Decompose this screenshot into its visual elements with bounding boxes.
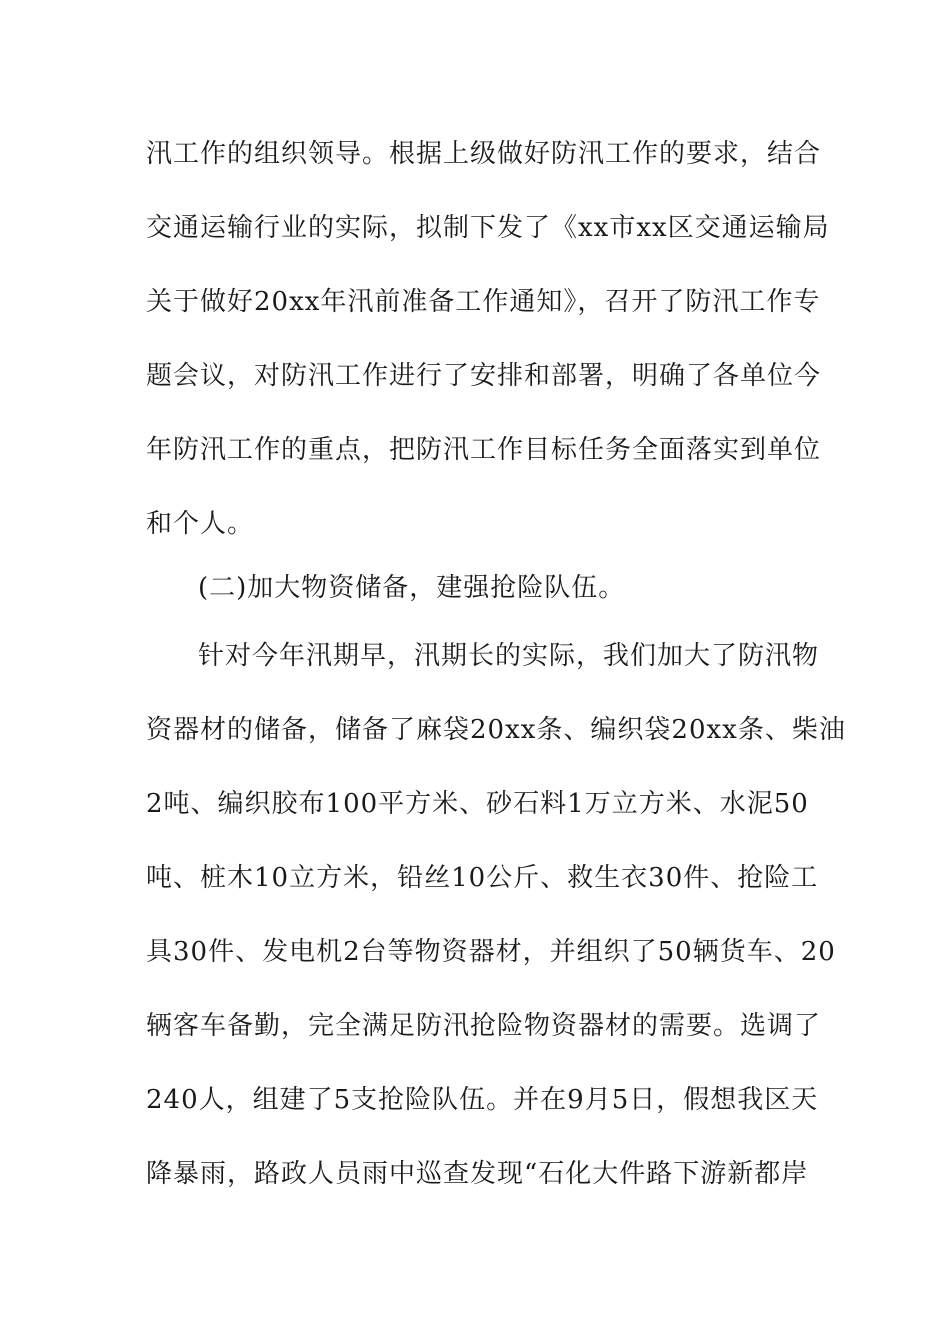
paragraph-line: 交通运输行业的实际，拟制下发了《xx市xx区交通运输局: [146, 213, 830, 243]
paragraph-line: 240人，组建了5支抢险队伍。并在9月5日，假想我区天: [146, 1085, 819, 1115]
paragraph-line: 吨、桩木10立方米，铅丝10公斤、救生衣30件、抢险工: [146, 863, 819, 893]
paragraph-line: 关于做好20xx年汛前准备工作通知》，召开了防汛工作专: [146, 287, 821, 317]
paragraph-line: 降暴雨，路政人员雨中巡查发现“石化大件路下游新都岸: [146, 1159, 809, 1189]
paragraph-line: 和个人。: [146, 509, 255, 539]
paragraph-line: 题会议，对防汛工作进行了安排和部署，明确了各单位今: [146, 361, 822, 391]
paragraph-line: 2吨、编织胶布100平方米、砂石料1万立方米、水泥50: [146, 789, 809, 819]
paragraph-line: 汛工作的组织领导。根据上级做好防汛工作的要求，结合: [146, 139, 822, 169]
paragraph-line: 针对今年汛期早，汛期长的实际，我们加大了防汛物: [198, 641, 820, 671]
paragraph-line: 资器材的储备，储备了麻袋20xx条、编织袋20xx条、柴油: [146, 715, 846, 745]
paragraph-line: 辆客车备勤，完全满足防汛抢险物资器材的需要。选调了: [146, 1011, 822, 1041]
paragraph-line: 年防汛工作的重点，把防汛工作目标任务全面落实到单位: [146, 435, 822, 465]
paragraph-line: 具30件、发电机2台等物资器材，并组织了50辆货车、20: [146, 937, 836, 967]
section-heading: (二)加大物资储备，建强抢险队伍。: [198, 573, 626, 603]
